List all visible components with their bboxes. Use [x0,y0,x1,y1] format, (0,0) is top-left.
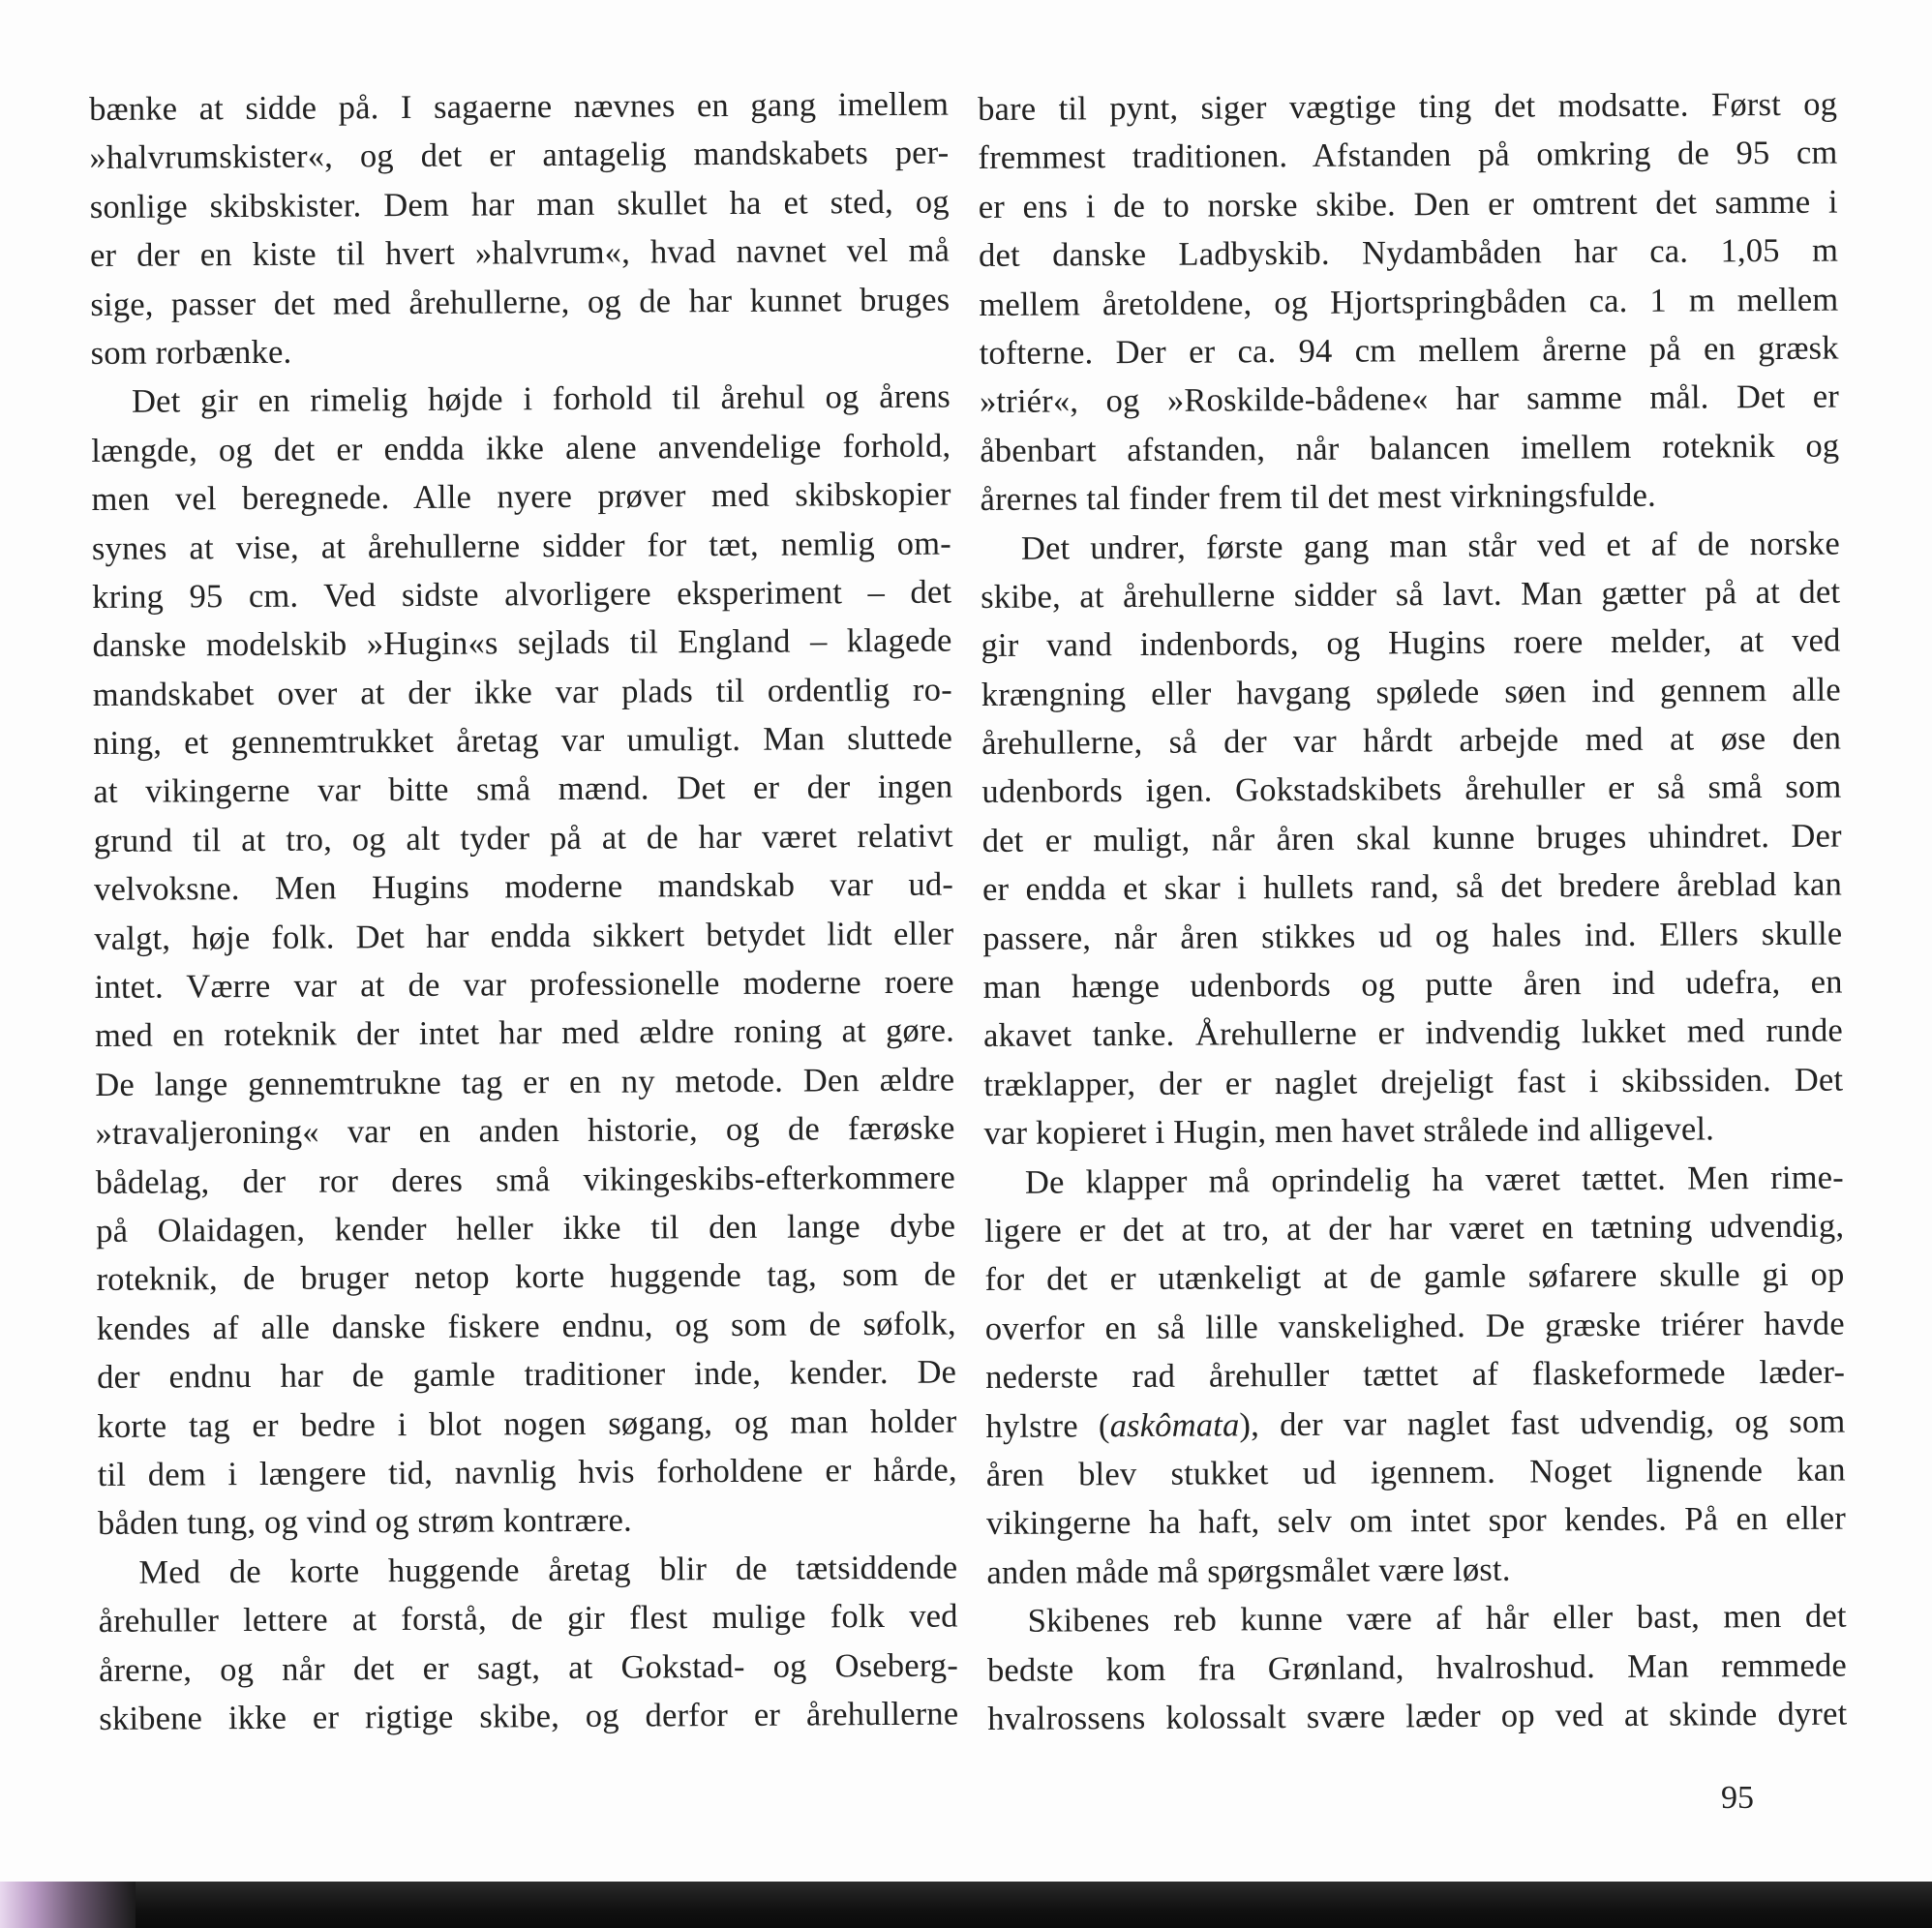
text-line: kendes af alle danske fiskere endnu, og som de søfolk, [96,1305,956,1347]
text-line: »halvrumskister«, og det er antagelig mandskabets per- [89,134,950,177]
scan-bottom-edge-color [0,1882,136,1928]
text-line: velvoksne. Men Hugins moderne mandskab var ud- [93,865,954,909]
left-text-column [89,80,958,1744]
text-line: De lange gennemtrukne tag er en ny metode. Den ældre [95,1061,955,1103]
text-line: danske modelskib »Hugin«s sejlads til England – klagede [92,621,952,665]
text-line: årehullerne, så der var hårdt arbejde med at øse den [981,719,1842,763]
text-line: vikingerne ha haft, selv om intet spor kendes. På en eller [985,1499,1847,1543]
text-line: træklapper, der er naglet drejeligt fast i skibssiden. Det [983,1061,1844,1103]
text-line: årerne, og når det er sagt, at Gokstad- og Oseberg- [98,1646,959,1689]
text-line: synes at vise, at årehullerne sidder for tæt, nemlig om- [91,525,952,567]
text-line: akavet tanke. Årehullerne er indvendig lukket med runde [982,1011,1844,1055]
text-line: Det undrer, første gang man står ved et af de norske [1020,525,1841,567]
scan-bottom-edge [0,1882,1932,1928]
text-line: der endnu har de gamle traditioner inde, kender. De [97,1353,957,1397]
text-line: det danske Ladbyskib. Nydambåden har ca. 1,05 m [978,231,1839,275]
text-line: ligere er det at tro, at der har været en tætning udvendig, [984,1207,1845,1250]
text-line: skibe, at årehullerne sidder så lavt. Man gætter på at det [981,573,1841,616]
text-line: bedste kom fra Grønland, hvalroshud. Man remmede [986,1646,1848,1689]
text-line: udenbords igen. Gokstadskibets årehuller er så små som [981,768,1842,811]
text-line: De klapper må oprindelig ha været tættet. Men rime- [1024,1159,1845,1201]
text-line: fremmest traditionen. Afstanden på omkring de 95 cm [978,134,1838,177]
text-line: var kopieret i Hugin, men havet strålede ind alligevel. [983,1110,1715,1153]
text-line: hvalrossens kolossalt svære læder op ved at skinde dyret [987,1695,1848,1737]
text-line: gir vand indenbords, og Hugins roere melder, at ved [981,621,1841,665]
text-line: at vikingerne var bitte små mænd. Det er der ingen [93,768,953,811]
text-line: korte tag er bedre i blot nogen søgang, og man holder [97,1402,957,1445]
text-line: Skibenes reb kunne være af hår eller bast, men det [1027,1597,1847,1640]
text-line: for det er utænkeligt at de gamle søfarere skulle gi op [984,1255,1845,1299]
text-line: ning, et gennemtrukket åretag var umuligt. Man sluttede [93,719,953,763]
text-line: åren blev stukket ud igennem. Noget lignende kan [985,1451,1846,1493]
italic-term: askômata [1109,1405,1240,1444]
text-line: passere, når åren stikkes ud og hales ind. Ellers skulle [982,915,1843,957]
text-line: til dem i længere tid, navnlig hvis forholdene er hårde, [97,1451,957,1493]
text-line: men vel beregnede. Alle nyere prøver med skibskopier [91,475,951,519]
text-line: Det gir en rimelig højde i forhold til årehul og årens [131,377,951,421]
text-line: Med de korte huggende åretag blir de tætsiddende [138,1549,958,1591]
text-line: er endda et skar i hullets rand, så det bredere åreblad kan [981,865,1843,909]
text-line: med en roteknik der intet har med ældre roning at gøre. [94,1011,955,1055]
text-line: valgt, høje folk. Det har endda sikkert betydet lidt eller [94,915,954,957]
text-line: intet. Værre var at de var professionelle moderne roere [94,963,954,1007]
text-line: sonlige skibskister. Dem har man skullet ha et sted, og [89,183,950,226]
text-line: sige, passer det med årehullerne, og de har kunnet bruges [90,281,951,323]
text-line: anden måde må spørgsmålet være løst. [986,1551,1511,1591]
text-line: roteknik, de bruger netop korte huggende tag, som de [96,1255,956,1299]
page-number: 95 [1721,1780,1754,1816]
right-text-column [978,80,1847,1744]
text-line: skibene ikke er rigtige skibe, og derfor er årehullerne [99,1695,959,1737]
text-line: overfor en så lille vanskelighed. De græske triérer havde [984,1305,1845,1347]
text-line: »triér«, og »Roskilde-bådene« har samme mål. Det er [979,377,1840,421]
text-line: bådelag, der ror deres små vikingeskibs-efterkommere [95,1159,956,1201]
text-line: på Olaidagen, kender heller ikke til den lange dybe [96,1207,956,1250]
text-line: hylstre (askômata), der var naglet fast udvendig, og som [985,1402,1846,1445]
text-line: er ens i de to norske skibe. Den er omtrent det samme i [978,183,1838,226]
text-line: kring 95 cm. Ved sidste alvorligere eksperiment – det [92,573,952,616]
text-line: årernes tal finder frem til det mest virkningsfulde. [980,476,1656,519]
text-line: bare til pynt, siger vægtige ting det modsatte. Først og [978,85,1838,128]
text-line: som rorbænke. [90,333,292,372]
text-line: tofterne. Der er ca. 94 cm mellem årerne på en græsk [979,329,1839,372]
text-line: »travaljeroning« var en anden historie, og de færøske [95,1109,955,1153]
text-line: nederste rad årehuller tættet af flaskeformede læder- [985,1353,1846,1397]
text-line: grund til at tro, og alt tyder på at de har været relativt [93,817,953,859]
text-line: bænke at sidde på. I sagaerne nævnes en gang imellem [89,85,950,128]
text-line: krængning eller havgang spølede søen ind gennem alle [981,671,1841,713]
text-line: er der en kiste til hvert »halvrum«, hvad navnet vel må [89,231,951,275]
text-line: båden tung, og vind og strøm kontrære. [97,1501,633,1543]
text-line: man hænge udenbords og putte åren ind udefra, en [982,963,1843,1007]
text-line: længde, og det er endda ikke alene anvendelige forhold, [91,427,951,469]
text-line: årehuller lettere at forstå, de gir flest mulige folk ved [98,1597,958,1641]
text-line: mellem åretoldene, og Hjortspringbåden ca. 1 m mellem [979,281,1839,323]
text-line: det er muligt, når åren skal kunne bruges uhindret. Der [981,817,1842,859]
text-line: mandskabet over at der ikke var plads til ordentlig ro- [92,671,952,713]
text-line: åbenbart afstanden, når balancen imellem roteknik og [980,427,1840,469]
